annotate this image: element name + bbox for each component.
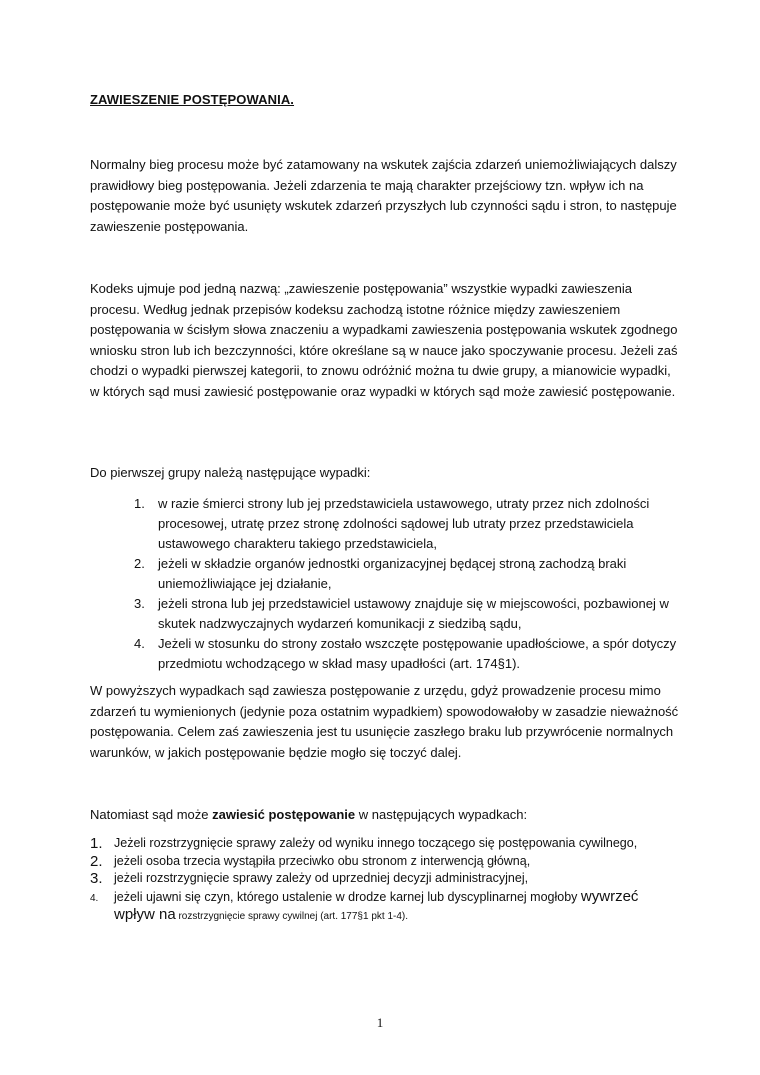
list-item: [90, 853, 680, 871]
list-item-text: jeżeli strona lub jej przedstawiciel ustawowy znajduje się w miejscowości, pozbawionej w skutek nadzwyczajnych wydarzeń komunikacji z siedzibą sądu,: [158, 596, 669, 631]
list-item-text: w razie śmierci strony lub jej przedstawiciela ustawowego, utraty przez nich zdolności procesowej, utratę przez stronę zdolności sądowej lub utraty przez przedstawiciela ustawowego charakteru takiego przedstawiciela,: [158, 496, 650, 551]
page-number: 1: [376, 1015, 384, 1030]
list-item-number: 2.: [90, 852, 103, 870]
list-item-text: Jeżeli w stosunku do strony zostało wszczęte postępowanie upadłościowe, a spór dotyczy przedmiotu wchodzącego w skład masy upadłości (art. 174§1).: [158, 636, 677, 671]
list-item-text-small: rozstrzygnięcie sprawy cywilnej (art. 177§1 pkt 1-4).: [175, 911, 409, 922]
mandatory-suspension-list: [90, 494, 680, 674]
list-item-number: 1.: [90, 835, 103, 852]
list-item-text: jeżeli w składzie organów jednostki organizacyjnej będącej stroną zachodzą braki uniemożliwiające jej działanie,: [158, 556, 627, 591]
list-item-number: 2.: [134, 556, 145, 571]
paragraph-bold-term: zawiesić postępowanie: [212, 807, 356, 822]
list-item: [90, 835, 680, 853]
list-item-text: Jeżeli rozstrzygnięcie sprawy zależy od wyniku innego toczącego się postępowania cywilnego,: [114, 836, 638, 850]
document-title: ZAWIESZENIE POSTĘPOWANIA.: [90, 92, 295, 107]
list-item-text: jeżeli rozstrzygnięcie sprawy zależy od uprzedniej decyzji administracyjnej,: [114, 871, 529, 885]
list-item-text-large: wywrzeć wpływ na: [114, 887, 639, 923]
paragraph-first-group: Do pierwszej grupy należą następujące wypadki:: [90, 465, 371, 480]
paragraph-ex-officio: W powyższych wypadkach sąd zawiesza postępowanie z urzędu, gdyż prowadzenie procesu mimo zdarzeń tu wymienionych (jedynie poza ostatnim wypadkiem) spowodowałoby w zasadzie nieważność postępowania. Celem zaś zawieszenia jest tu usunięcie zaszłego braku lub przywrócenie normalnych warunków, w jakich postępowanie będzie mogło się toczyć dalej.: [90, 683, 679, 760]
list-item-text: jeżeli osoba trzecia wystąpiła przeciwko obu stronom z interwencją główną,: [114, 853, 531, 868]
list-item: [90, 634, 680, 674]
list-item-number: 4.: [134, 636, 145, 651]
paragraph-intro: Normalny bieg procesu może być zatamowany na wskutek zajścia zdarzeń uniemożliwiających dalszy prawidłowy bieg postępowania. Jeżeli zdarzenia te mają charakter przejściowy tzn. wpływ ich na postępowanie może być usunięty wskutek zdarzeń przyszłych lub czynności sądu i stron, to następuje zawieszenie postępowania.: [90, 157, 677, 234]
optional-suspension-list: [90, 835, 680, 926]
paragraph-text-before: Natomiast sąd może: [90, 807, 213, 822]
list-item-number: 1.: [134, 496, 145, 511]
list-item-number: 4.: [90, 892, 99, 904]
list-item-text: jeżeli ujawni się czyn, którego ustalenie w drodze karnej lub dyscyplinarnej mogłoby: [114, 889, 581, 904]
list-item-number: 3.: [90, 870, 103, 887]
paragraph-kodeks: Kodeks ujmuje pod jedną nazwą: „zawieszenie postępowania” wszystkie wypadki zawieszenia procesu. Według jednak przepisów kodeksu zachodzą istotne różnice między zawieszeniem postępowania w ścisłym słowa znaczeniu a wypadkami zawieszenia postępowania wskutek zgodnego wniosku stron lub ich bezczynności, które określane są w nauce jako spoczywanie procesu. Jeżeli zaś chodzi o wypadki pierwszej kategorii, to znowu odróżnić można tu dwie grupy, a mianowicie wypadki, w których sąd musi zawiesić postępowanie oraz wypadki w których sąd może zawiesić postępowanie.: [90, 281, 678, 399]
list-item: [90, 888, 680, 926]
list-item: [90, 594, 680, 634]
paragraph-text-after: w następujących wypadkach:: [355, 807, 528, 822]
list-item: [90, 870, 680, 888]
list-item: [90, 494, 680, 554]
list-item: [90, 554, 680, 594]
paragraph-optional-suspension: [90, 805, 680, 826]
list-item-number: 3.: [134, 596, 145, 611]
